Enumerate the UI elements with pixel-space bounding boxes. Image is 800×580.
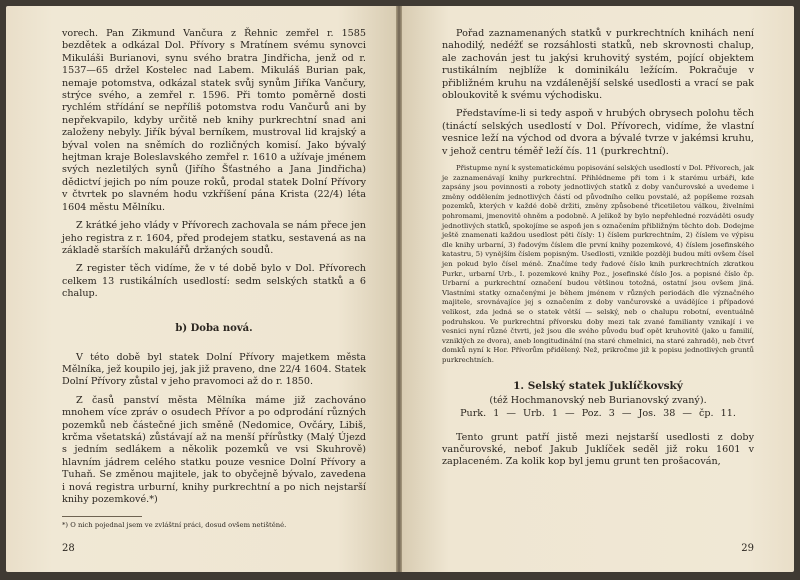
footnote: *) O nich pojednal jsem ve zvláštní práci, dosud ovšem netištěné. <box>62 521 287 530</box>
section-heading-doba-nova: b) Doba nová. <box>175 322 253 334</box>
left-paragraph-3: Z register těch vidíme, že v té době bylo v Dol. Přívorech celkem 13 rustikálních usedlostí: sedm selských statků a 6 chalup. <box>62 263 366 300</box>
left-page <box>6 6 396 572</box>
right-paragraph-1: Pořad zaznamenaných statků v purkrechtních knihách není nahodilý, nedéžť se rozsáhlosti statků, neb skrovnosti chalup, ale zachován jest tu jakýsi kruhovitý systém, pojící objektem rustikálním nejblíže k dominikálu ležícím. Pokračuje v přibližném kruhu na vzdálenější selské usedlosti a vrací se pak obloukovitě k svému východisku. <box>442 28 754 102</box>
right-page <box>402 6 794 572</box>
left-paragraph-5: Z časů panství města Mělníka máme již zachováno mnohem více zpráv o osudech Přívor a po odprodání různých pozemků neb částečné jich směně (Nedomice, Ovčáry, Libiš, krčma všetatská) zůstávají až na menší přírůstky (Malý Újezd s jedním sedlákem a několik pozemků ve vsi Skuhrově) hlavním jádrem celého statku pouze vesnice Dolní Přívory a Tuhaň. Se změnou majitele, jak to obyčejně bývalo, zavedena i nová registra urburní, knihy purkrechtní a po nich nejstarší knihy pozemkové.*) <box>62 394 366 505</box>
left-paragraph-4: V této době byl statek Dolní Přívory majetkem města Mělníka, jež koupilo jej, jak již praveno, dne 22/4 1604. Statek Dolní Přívory zůstal v jeho pravomoci až do r. 1850. <box>62 351 366 388</box>
left-paragraph-2: Z krátké jeho vlády v Přívorech zachovala se nám přece jen jeho registra z r. 1604, před prodejem statku, sestavená as na základě starších makulářů držaných soudů. <box>62 220 366 256</box>
page-number-left: 28 <box>62 543 75 554</box>
section-heading-juklickovsky: 1. Selský statek Juklíčkovský <box>513 379 683 392</box>
section-record-numbers: Purk. 1 — Urb. 1 — Poz. 3 — Jos. 38 — čp. 11. <box>460 407 736 419</box>
right-paragraph-3: Tento grunt patří jistě mezi nejstarší usedlosti z doby vančurovské, neboť Jakub Juklíček seděl již roku 1601 v zaplaceném. Za kolik kop byl jemu grunt ten prošacován, <box>442 431 754 468</box>
right-paragraph-2: Představíme-li si tedy aspoň v hrubých obrysech polohu těch (tináctí selských usedlostí v Dol. Přívorech, vidíme, že vlastní vesnice leží na východ od dvora a bývalé tvrze v jakémsi kruhu, v jehož centru téměř leží čís. 11 (purkrechtní). <box>442 108 754 157</box>
footnote-rule <box>62 516 142 517</box>
section-subheading: (též Hochmanovský neb Burianovský zvaný). <box>489 394 707 406</box>
left-paragraph-1: vorech. Pan Zikmund Vančura z Řehnic zemřel r. 1585 bezdětek a odkázal Dol. Přívory s Mratínem svému synovci Mikuláši Burianovi, synu svého bratra Jindřicha, jenž od r. 1537—65 držel Kostelec nad Labem. Mikuláš Burian pak, nemaje potomstva, odkázal statek svůj synům Jiříka Vančury, strýce svého, a zemřel r. 1596. Při tomto poměrně dosti rychlém střídání se nepříliš potomstva rodu Vančurů ani by nepřekvapilo, kdyby určitě neb knihy purkrechtní snad ani založeny nebyly. Jiřík býval berníkem, mustroval lid krajský a býval volen na sněmích do rozličných komisí. Jako bývalý hejtman kraje Boleslavského zemřel r. 1610 a užívaje jménem svých nezletilých synů (Jiřího Šťastného a Jana Jindřicha) dědictví jejich po ním pouze roků, prodal statek Dolní Přívory v čtvrtek po slavném hodu vzkříšení pána Krista (22/4) léta 1604 městu Mělníku. <box>62 28 366 213</box>
page-number-right: 29 <box>741 543 754 554</box>
right-small-print: Přistupme nyní k systematickému popisování selských usedlostí v Dol. Přívorech, jak je zaznamenávají knihy purkrechtní. Přihlédneme při tom i k starému urbáři, kde zapsány jsou povinnosti a roboty jednotlivých statků z doby vančurovské a uvedeme i změny oddělením jednotlivých částí od původního celku povstalé, až popíšeme rozsah pozemků, kterých v každé době držiti, změny způsobené třicetiletou válkou, živelními pohromami, jmenovitě ohněm a podobně. A jelikož by bylo nepřehledné rozváděti osudy jednotlivých statků, spokojíme se aspoň jen s označením přibližným těchto dob. Dodejme ještě znamenati každou usedlost pěti čísly: 1) číslem purkrechtním, 2) číslem ve výpisu dle knihy urbarní, 3) řadovým číslem dle první knihy pozemkové, 4) číslem josefinského katastru, 5) vynějším číslem popisným. Usedlosti, vznikle později budou míti ovšem čísel jen pokud bylo čísel méně. Značíme tedy řadové číslo knih purkrechtních zkratkou Purkr., urbarní Urb., I. pozemkové knihy Poz., josefinské číslo Jos. a popisné číslo čp. Urbarní a purkrechtní označení budou většinou totožná, ostatní jsou ovšem jiná. Vlastními statky označenými je během jménem v různých periodách dle význačného majitele, srovnávajíce jej s označením z doby vančurovské a uvádějíce i případové velikost, zda jedná se o statek větší — selský, neb o chalupu robotní, eventuálně podruhskou. Ve purkrechtní přívorsku doby mezi tak zvané familianty vznikají i ve vesnici nyní různé čtvrti, jež jsou dle svého původu buď opět kruhovitě (jako u familií, vzniklých ze dvora), aneb longitudinální (na staré chmelnici, na staré zahradě), neb čtvrť domků nyní k Hor. Přívorům přidělený. Než, prikročme již k popisu jednotlivých gruntů purkrechtních. <box>442 164 754 364</box>
